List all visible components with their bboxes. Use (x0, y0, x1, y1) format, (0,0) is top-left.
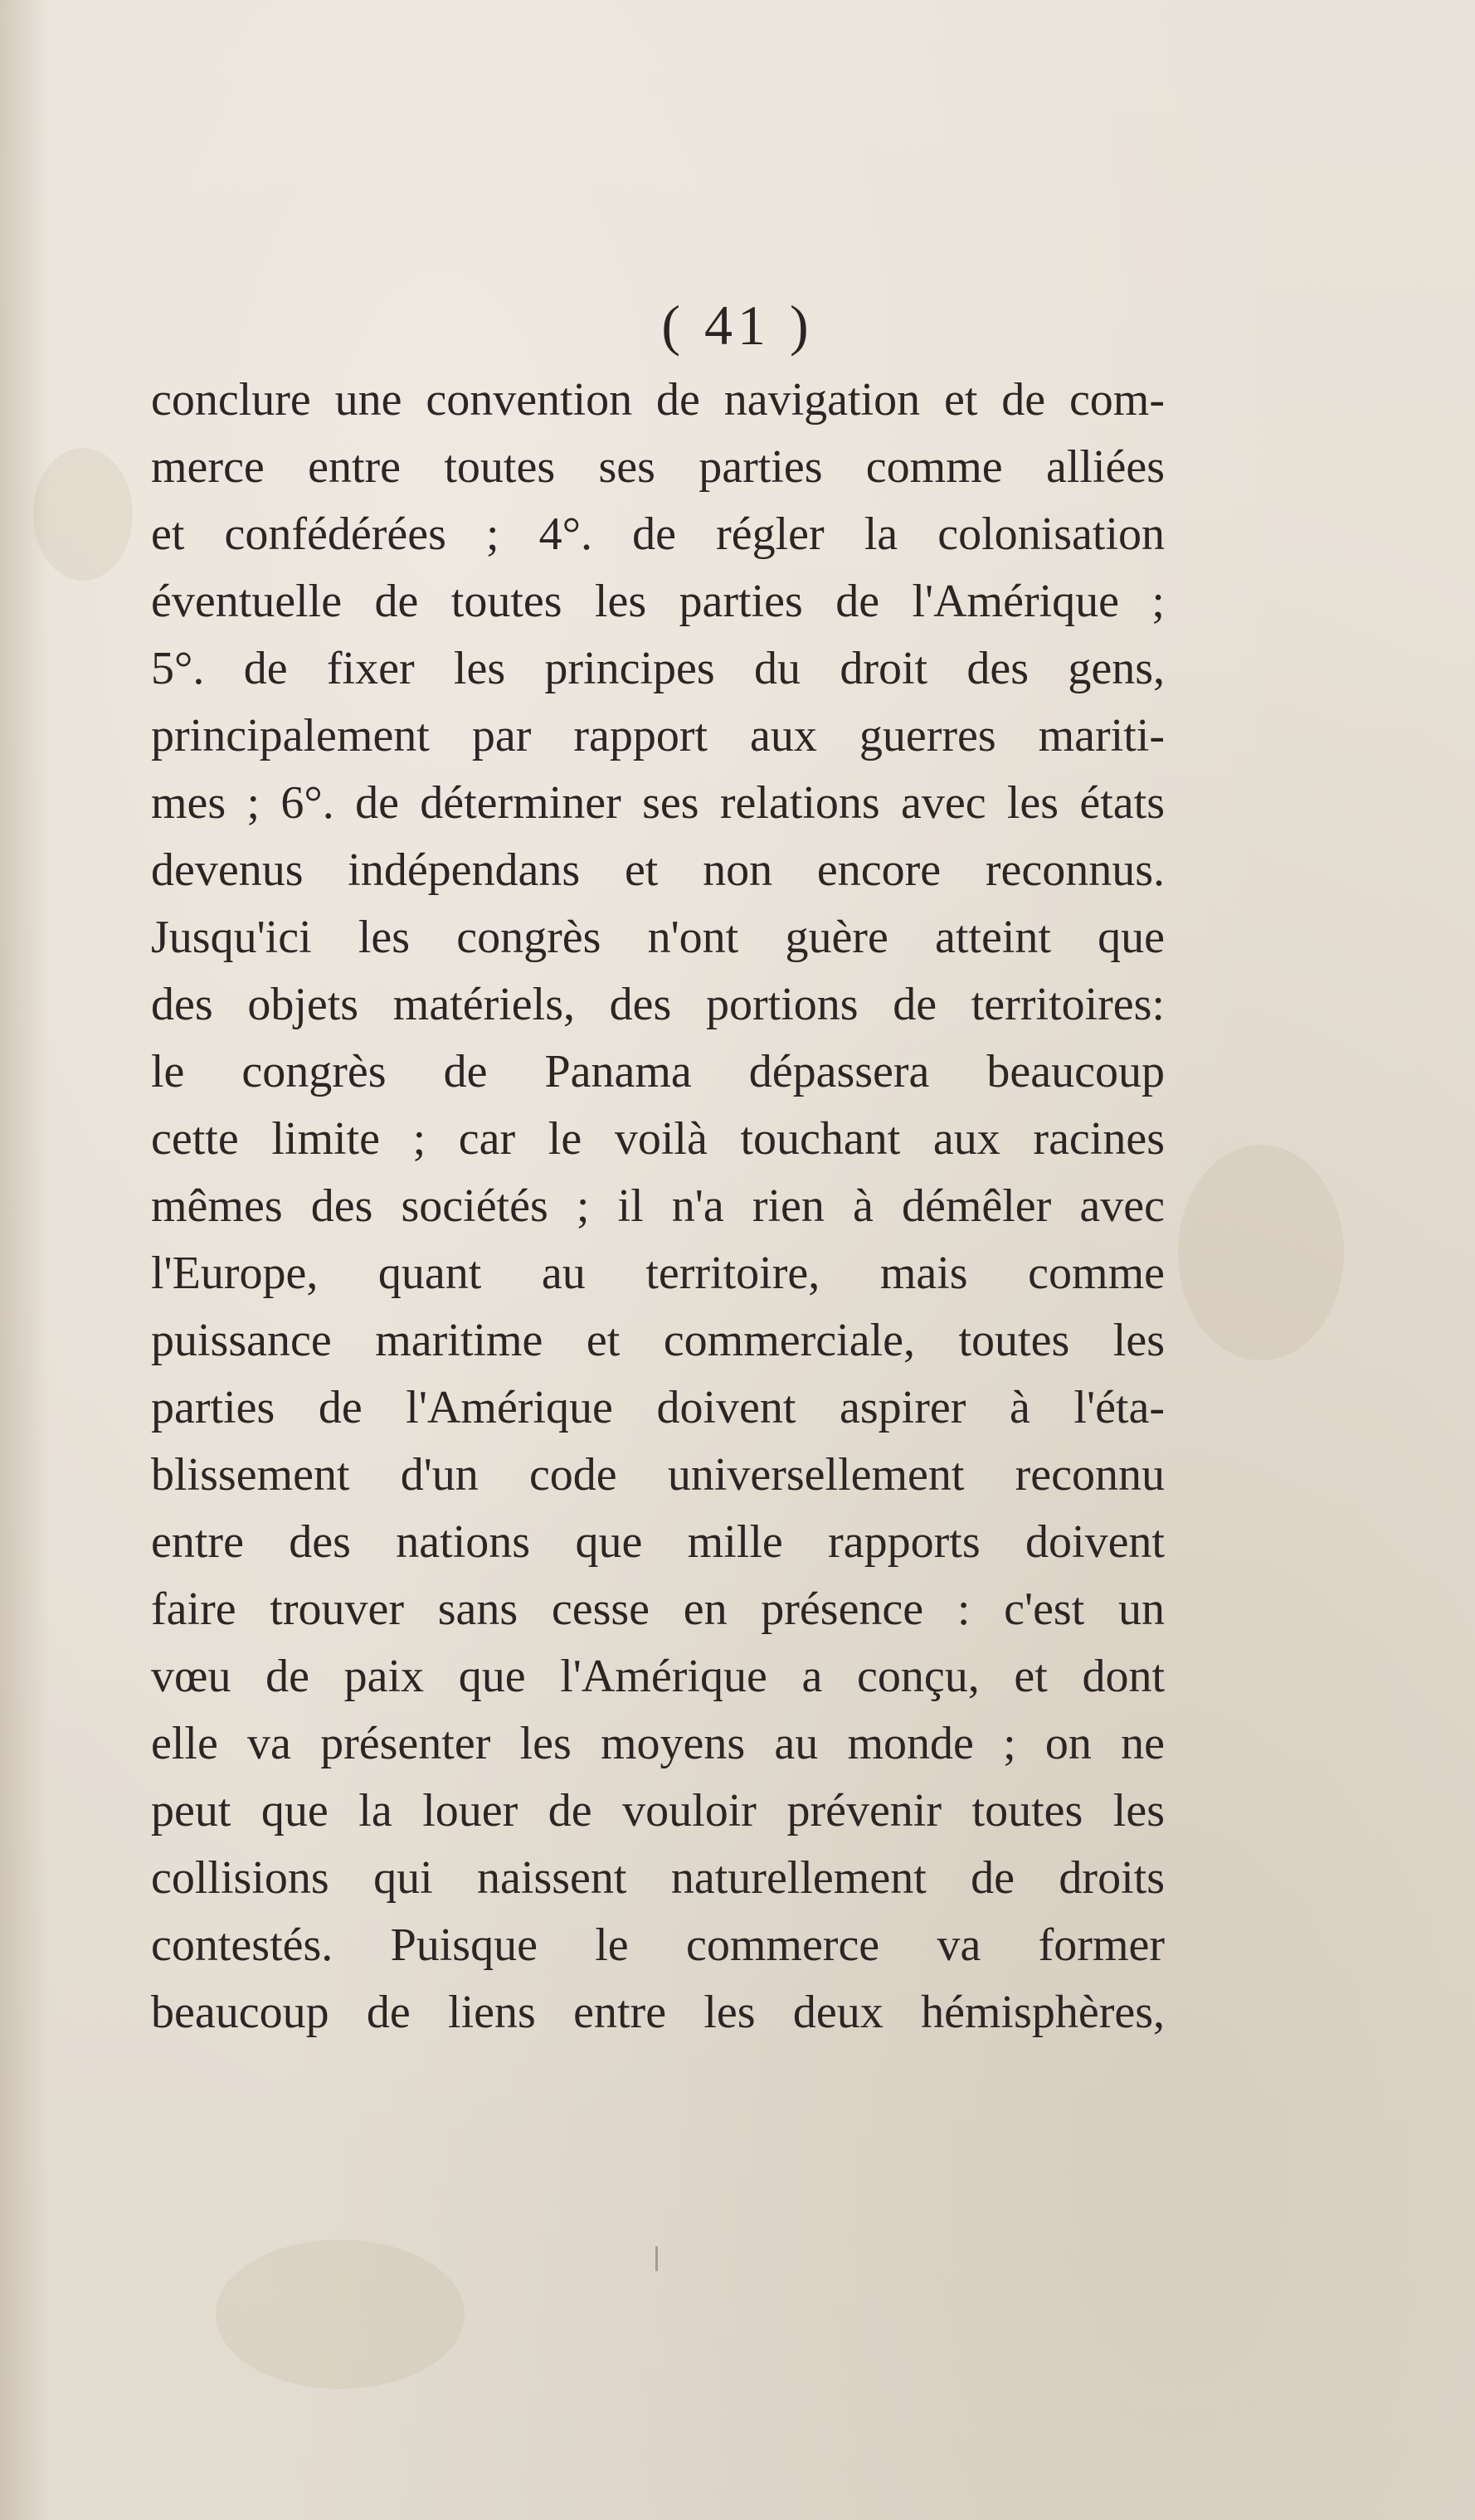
text-line: collisions qui naissent naturellement de droits (151, 1852, 1165, 1904)
text-line: principalement par rapport aux guerres mariti- (151, 710, 1165, 761)
text-line: cette limite ; car le voilà touchant aux racines (151, 1113, 1165, 1165)
paper-stain (1178, 1145, 1344, 1360)
text-line: merce entre toutes ses parties comme alliées (151, 441, 1165, 493)
text-line: beaucoup de liens entre les deux hémisphères, (151, 1987, 1165, 2038)
page-number: ( 41 ) (661, 294, 814, 357)
text-line: devenus indépendans et non encore reconnus. (151, 844, 1165, 896)
text-line: vœu de paix que l'Amérique a conçu, et dont (151, 1651, 1165, 1702)
text-line: 5°. de fixer les principes du droit des gens, (151, 643, 1165, 694)
text-line: et confédérées ; 4°. de régler la colonisation (151, 508, 1165, 560)
text-line: blissement d'un code universellement reconnu (151, 1449, 1165, 1501)
body-text (151, 367, 1165, 2046)
text-line: parties de l'Amérique doivent aspirer à l'éta- (151, 1382, 1165, 1433)
binding-shadow (0, 0, 50, 2520)
text-line: faire trouver sans cesse en présence : c'est un (151, 1584, 1165, 1635)
text-line: peut que la louer de vouloir prévenir toutes les (151, 1785, 1165, 1836)
paper-stain (33, 448, 133, 581)
text-line: entre des nations que mille rapports doivent (151, 1516, 1165, 1568)
text-line: mêmes des sociétés ; il n'a rien à démêler avec (151, 1180, 1165, 1232)
text-line: le congrès de Panama dépassera beaucoup (151, 1046, 1165, 1097)
text-line: Jusqu'ici les congrès n'ont guère atteint que (151, 912, 1165, 963)
paper-stain (216, 2240, 465, 2389)
stray-ink-mark (655, 2246, 658, 2271)
text-line: l'Europe, quant au territoire, mais comme (151, 1248, 1165, 1299)
text-line: elle va présenter les moyens au monde ; on ne (151, 1718, 1165, 1769)
text-line: puissance maritime et commerciale, toutes les (151, 1315, 1165, 1366)
text-line: contestés. Puisque le commerce va former (151, 1919, 1165, 1971)
text-line: des objets matériels, des portions de territoires: (151, 979, 1165, 1030)
text-line: conclure une convention de navigation et de com- (151, 374, 1165, 426)
text-line: mes ; 6°. de déterminer ses relations avec les états (151, 777, 1165, 829)
text-line: éventuelle de toutes les parties de l'Amérique ; (151, 576, 1165, 627)
